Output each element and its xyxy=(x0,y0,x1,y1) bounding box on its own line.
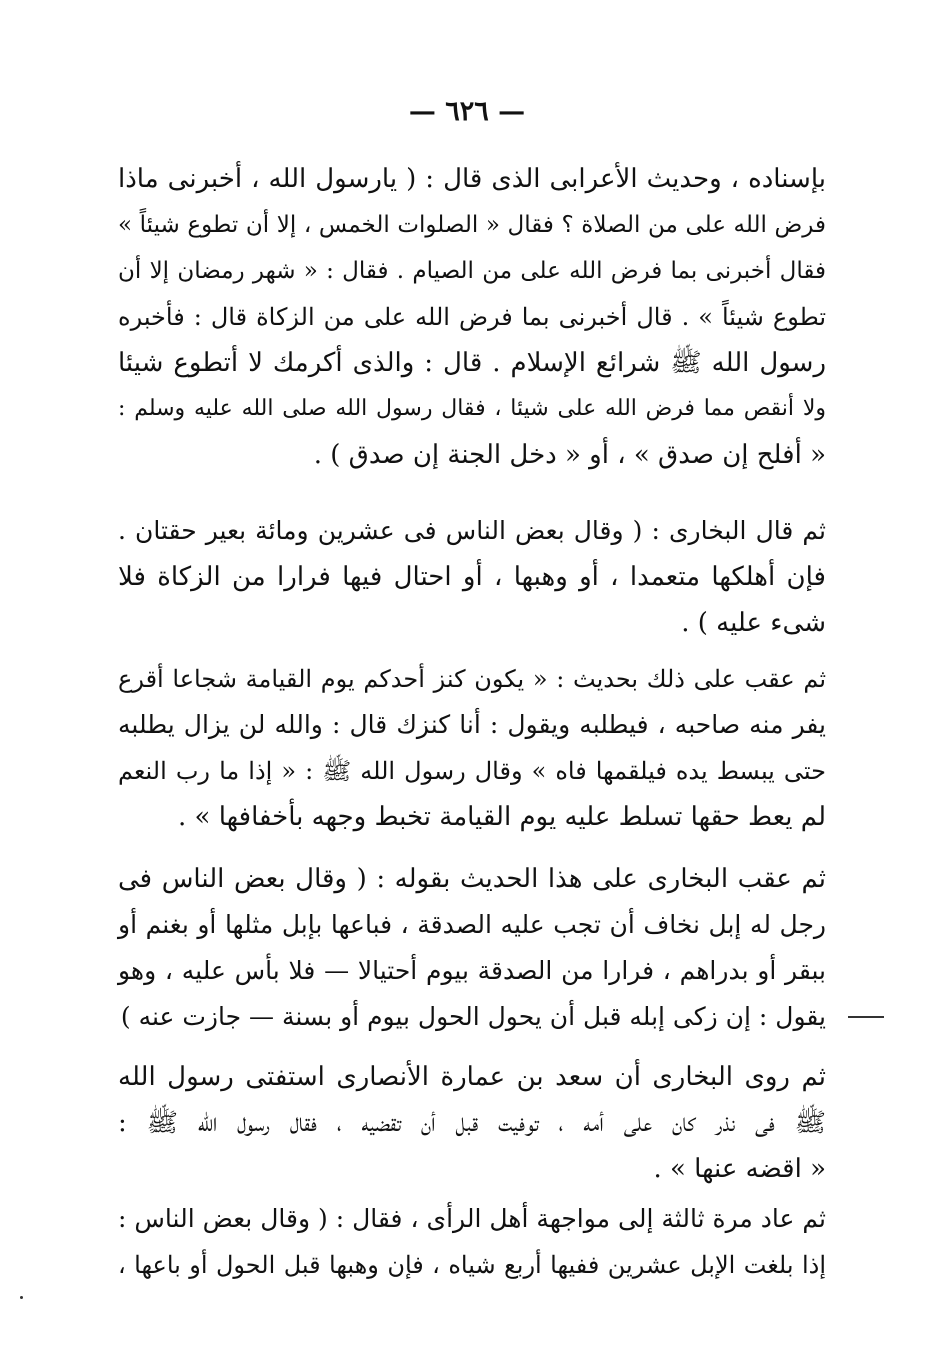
text-line: ببقر أو بدراهم ، فرارا من الصدقة بيوم أحتيالا — فلا بأس عليه ، وهو xyxy=(118,956,826,985)
text-line: يقول : إن زكى إبله قبل أن يحول الحول بيوم أو بسنة — جازت عنه ) xyxy=(120,1002,826,1031)
text-line: فقال أخبرنى بما فرض الله على من الصيام . فقال : « شهر رمضان إلا أن xyxy=(118,258,826,284)
paragraph-3 xyxy=(118,656,826,840)
text-line: حتى يبسط يده فيلقمها فاه » وقال رسول الله ﷺ : « إذا ما رب النعم xyxy=(118,757,826,785)
text-line: رجل له إبل نخاف أن تجب عليه الصدقة ، فباعها بإبل مثلها أو بغنم أو xyxy=(118,910,826,939)
text-line: لم يعط حقها تسلط عليه يوم القيامة تخبط وجهه بأخفافها » . xyxy=(178,802,826,832)
text-line: « أفلح إن صدق » ، أو « دخل الجنة إن صدق ) . xyxy=(313,440,826,470)
page-number: — ٦٢٦ — xyxy=(408,96,526,127)
text-line: شىء عليه ) . xyxy=(681,608,826,638)
text-line: ثم عقب البخارى على هذا الحديث بقوله : ( وقال بعض الناس فى xyxy=(118,864,826,894)
text-line: فرض الله على من الصلاة ؟ فقال « الصلوات الخمس ، إلا أن تطوع شيئاً » xyxy=(118,212,826,238)
text-line: تطوع شيئاً » . قال أخبرنى بما فرض الله على من الزكاة قال : فأخبره xyxy=(118,303,826,331)
text-line: ﷺ فى نذر كان على أمه ، توفيت قبل أن تقضيه ، فقال رسول الله ﷺ : xyxy=(118,1108,826,1138)
text-line: ثم عاد مرة ثالثة إلى مواجهة أهل الرأى ، فقال : ( وقال بعض الناس : xyxy=(118,1204,826,1233)
text-line: ثم عقب على ذلك بحديث : « يكون كنز أحدكم يوم القيامة شجاعا أقرع xyxy=(118,665,826,693)
text-line: ولا أنقص مما فرض الله على شيئا ، فقال رسول الله صلى الله عليه وسلم : xyxy=(118,396,826,421)
text-line: إذا بلغت الإبل عشرين ففيها أربع شياه ، فإن وهبها قبل الحول أو باعها ، xyxy=(118,1251,826,1279)
text-line: ثم روى البخارى أن سعد بن عمارة الأنصارى استفتى رسول الله xyxy=(118,1062,826,1092)
paragraph-6 xyxy=(118,1196,826,1288)
margin-mark xyxy=(848,1016,884,1018)
text-line: فإن أهلكها متعمدا ، أو وهبها ، أو احتال فيها فرارا من الزكاة فلا xyxy=(118,562,826,592)
paragraph-4 xyxy=(118,856,826,1040)
text-line: يفر منه صاحبه ، فيطلبه ويقول : أنا كنزك قال : والله لن يزال يطلبه xyxy=(118,710,826,739)
text-line: رسول الله ﷺ شرائع الإسلام . قال : والذى أكرمك لا أتطوع شيئا xyxy=(118,348,826,378)
text-line: ثم قال البخارى : ( وقال بعض الناس فى عشرين ومائة بعير حقتان . xyxy=(118,516,826,545)
text-line: « اقضه عنها » . xyxy=(653,1154,826,1184)
paragraph-5 xyxy=(118,1054,826,1192)
paragraph-1 xyxy=(118,156,826,478)
margin-dot xyxy=(20,1296,23,1299)
paragraph-2 xyxy=(118,508,826,646)
text-line: بإسناده ، وحديث الأعرابى الذى قال : ( يارسول الله ، أخبرنى ماذا xyxy=(118,164,826,194)
